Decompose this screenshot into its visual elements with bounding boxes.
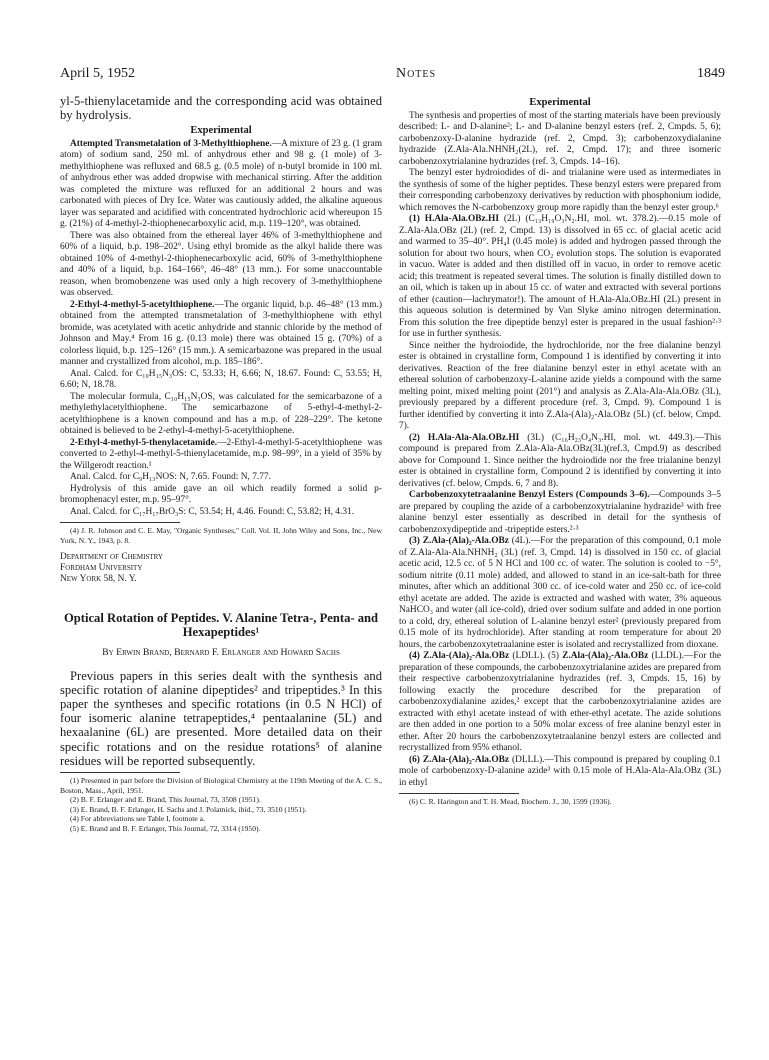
paragraph-tetraalanine-esters: Carbobenzoxytetraalanine Benzyl Esters (Compounds 3–6).—Compounds 3–5 are prepared by coupling the azide of a carbobenzoxytrialanine hydrazide³ with free alanine benzyl ester essentially as described in detail for the synthesis of carbobenzoxydipeptide and -tripeptide esters.²·³ <box>399 490 721 535</box>
run-head: 2-Ethyl-4-methyl-5-thenylacetamide. <box>70 437 218 448</box>
footnote-rule <box>60 522 180 523</box>
paragraph-acetylthiophene: 2-Ethyl-4-methyl-5-acetylthiophene.—The organic liquid, b.p. 46–48° (13 mm.) obtained from the attempted transmetalation of 3-methylthiophene with ethyl bromide, was acetylated with acetic anhydride and stannic chloride by the method of Johnson and May.⁴ From 16 g. (0.13 mole) there was obtained 15 g. (70%) of a colorless liquid, b.p. 125–126° (15 mm.). A semicarbazone was prepared in the usual manner and crystallized from alcohol, m.p. 185–186°. <box>60 299 382 368</box>
run-head: (6) Z.Ala-(Ala)₂-Ala.OBz <box>409 754 510 765</box>
header-page-number: 1849 <box>697 66 725 81</box>
footnote-rule <box>399 793 519 794</box>
footnote-2: (2) B. F. Erlanger and E. Brand, This Journal, 73, 3508 (1951). <box>70 795 261 805</box>
paragraph-thenylacetamide: 2-Ethyl-4-methyl-5-thenylacetamide.—2-Ethyl-4-methyl-5-acetylthiophene was converted to 2-ethyl-4-methyl-5-thienylacetamide, m.p. 98–99°, in a yield of 35% by the Willgerodt reaction.¹ <box>60 437 382 471</box>
paragraph-identification: Since neither the hydroiodide, the hydrochloride, nor the free dialanine benzyl ester is obtained in crystalline form, Compound 1 is identified by converting it into derivatives. Reaction of the free dialanine benzyl ester in ethyl acetate with an ethereal solution of carbobenzoxy-L-alanine azide yields a compound with the same melting point, mixed melting point (201°) and analysis as Z.Ala-Ala-Ala.OBz (3L), previously prepared by a different procedure (ref. 3, Cmpd. 9). Compound 1 is further identified by converting it into Z.Ala-(Ala)₂-Ala.OBz (5L) (cf. below, Cmpd. 7). <box>399 340 721 431</box>
run-head: (4) Z.Ala-(Ala)₂-Ala.OBz <box>409 651 510 661</box>
run-head: (2) H.Ala-Ala-Ala.OBz.HI <box>409 432 520 443</box>
lead-paragraph: Previous papers in this series dealt with the synthesis and specific rotation of alanine dipeptides² and tripeptides.³ In this paper the syntheses and specific rotations (in 0.5 N HCl) of four isomeric alanine tetrapeptides,⁴ pentaalanine (5L) and hexaalanine (6L) are presented. More detailed data on their specific rotations and on the residue rotations⁵ of alanine residues will be reported subsequently. <box>60 668 382 768</box>
article-authors: By Erwin Brand, Bernard F. Erlanger and Howard Sachs <box>102 646 340 658</box>
address-block <box>60 552 382 585</box>
header-date: April 5, 1952 <box>60 66 136 81</box>
intro-line: yl-5-thienylacetamide and the corresponding acid was obtained by hydrolysis. <box>60 94 382 123</box>
footnote-6: (6) C. R. Harington and T. H. Mead, Biochem. J., 30, 1599 (1936). <box>409 797 612 806</box>
run-head: (1) H.Ala-Ala.OBz.HI <box>409 214 499 224</box>
footnote-3: (3) E. Brand, B. F. Erlanger, H. Sachs and J. Polatnick, ibid., 73, 3510 (1951). <box>70 804 307 814</box>
run-head: 2-Ethyl-4-methyl-5-acetylthiophene. <box>70 299 215 310</box>
article-title: Optical Rotation of Peptides. V. Alanine Tetra-, Penta- and Hexapeptides¹ <box>63 610 379 639</box>
article-lead <box>60 669 382 768</box>
run-head: Z.Ala-(Ala)₂-Ala.OBz <box>562 651 649 661</box>
intro-continuation <box>60 94 382 122</box>
running-header <box>60 66 725 84</box>
footnote-4: (4) J. R. Johnson and C. E. May, "Organic Syntheses," Coll. Vol. II, John Wiley and Sons, Inc., New York, N. Y., 1943, p. 8. <box>60 526 382 545</box>
left-column <box>60 94 382 834</box>
paragraph-compound-2: (2) H.Ala-Ala-Ala.OBz.HI (3L) (C₁₆H₂₃O₄N₃.HI, mol. wt. 449.3).—This compound is prepared from Z.Ala-Ala-Ala.OBz(3L)(ref.3, Cmpd.9) as described above for Compound 1. Since neither the hydroiodide nor the free trialanine benzyl ester is obtained in crystalline form, Compound 2 is identified by converting it into derivatives (cf. below, Cmpds. 6, 7 and 8). <box>399 432 721 489</box>
address-line: New York 58, N. Y. <box>60 573 137 584</box>
footnote-5: (5) E. Brand and B. F. Erlanger, This Journal, 72, 3314 (1950). <box>70 823 261 833</box>
paragraph-ethereal-layer: There was also obtained from the ethereal layer 46% of 3-methylthiophene and 60% of a liquid, b.p. 198–202°. Using ethyl bromide as the alkyl halide there was obtained 10% of 4-methyl-2-thiophenecarboxylic acid, 60% of 3-methylthiophene and 40% of a liquid, b.p. 164–166°, 46–48° (13 mm.). For some unaccountable reason, when bromobenzene was used only a high recovery of 3-methylthiophene was observed. <box>60 230 382 299</box>
paragraph-compound-6: (6) Z.Ala-(Ala)₂-Ala.OBz (DLLL).—This compound is prepared by coupling 0.1 mole of carbobenzoxy-D-alanine azide³ with 0.15 mole of H.Ala-Ala-Ala.OBz (3L) in ethyl <box>399 754 721 788</box>
run-head: (3) Z.Ala-(Ala)₂-Ala.OBz <box>409 536 509 546</box>
paragraph-analysis-2: Anal. Calcd. for C₉H₁₃NOS: N, 7.65. Found: N, 7.77. <box>70 472 271 483</box>
run-head: Carbobenzoxytetraalanine Benzyl Esters (Compounds 3–6). <box>409 490 650 500</box>
paragraph-benzyl-esters: The benzyl ester hydroiodides of di- and trialanine were used as intermediates in the synthesis of some of the higher peptides. These benzyl esters were prepared from their corresponding carbobenzoxy derivatives by reduction with phosphonium iodide, which removes the N-carbobenzoxy group more rapidly than the benzyl ester group.⁶ <box>399 168 721 213</box>
paragraph-compound-3: (3) Z.Ala-(Ala)₂-Ala.OBz (4L).—For the preparation of this compound, 0.1 mole of Z.Ala-Ala-Ala.NHNH₂ (3L) (ref. 3, Cmpd. 14) is dissolved in 150 cc. of glacial acetic acid, 12.5 cc. of 5 N HCl and 100 cc. of water. The solution is cooled to −5°, sodium nitrite (0.11 mole) added, and allowed to stand in an ice-salt-bath for three minutes, after which an additional 300 cc. of ice-cold water and 250 cc. of ice-cold ethyl acetate are added. The azide is extracted and washed with water, 3% aqueous NaHCO₃ and water (all ice-cold), dried over sodium sulfate and added in one portion to a cold, dry, ethereal solution of L-alanine benzyl ester² (previously prepared from 0.15 mole of its hydrochloride). After standing at room temperature for about 20 hours, the carbobenzoxytetraalanine ester is isolated and recrystallized from dioxane. <box>399 536 721 650</box>
paragraph-starting-materials: The synthesis and properties of most of the starting materials have been previously described: L- and D-alanine²; L- and D-alanine benzyl esters (ref. 2, Cmpds. 5, 6); carbobenzoxy-D-alanine hydrazide (ref. 2, Cmpd. 3); carbobenzoxydialanine hydrazide (Z.Ala-Ala.NHNH₂(2L), ref. 2, Cmpd. 17); and three isomeric carbobenzoxytrialanine hydrazides (ref. 3, Cmpds. 14–16). <box>399 110 721 167</box>
header-section: Notes <box>395 66 437 81</box>
paragraph-molecular-formula: The molecular formula, C₁₀H₁₅N₃OS, was calculated for the semicarbazone of a methylethylacetylthiophene. The semicarbazone of 5-ethyl-4-methyl-2-acetylthiophene is a known compound and has a m.p. of 228–229°. The ketone obtained is believed to be 2-ethyl-4-methyl-5-acetylthiophene. <box>60 391 382 437</box>
paragraph-analysis-1: Anal. Calcd. for C₁₀H₁₅N₃OS: C, 53.33; H, 6.66; N, 18.67. Found: C, 53.55; H, 6.60; N, 18.78. <box>60 368 382 391</box>
paragraph-hydrolysis: Hydrolysis of this amide gave an oil which readily formed a solid p-bromophenacyl ester, m.p. 95–97°. <box>60 483 382 506</box>
address-line: Department of Chemistry <box>60 551 163 562</box>
paragraph-transmetalation: Attempted Transmetalation of 3-Methylthiophene.—A mixture of 23 g. (1 gram atom) of sodium sand, 250 ml. of anhydrous ether and 98 g. (1 mole) of 3-methylthiophene was refluxed and 68.5 g. (0.5 mole) of n-butyl bromide in 100 ml. of anhydrous ether was added dropwise with mechanical stirring. After the addition was completed the mixture was refluxed for an additional 2 hours and was carbonated with pieces of Dry Ice. Water was cautiously added, the alkaline aqueous layer was separated and acidified with concentrated hydrochloric acid whereupon 15 g. (21%) of 4-methyl-2-thiophenecarboxylic acid, m.p. 119–120°, was obtained. <box>60 138 382 230</box>
address-line: Fordham University <box>60 562 143 573</box>
paragraph-compound-1: (1) H.Ala-Ala.OBz.HI (2L) (C₁₃H₁₉O₃N₂.HI, mol. wt. 378.2).—0.15 mole of Z.Ala-Ala.OBz (2L) (ref. 2, Cmpd. 13) is dissolved in 65 cc. of glacial acetic acid and warmed to 35–40°. PH₄I (0.45 mole) is added and hydrogen passed through the solution for about two hours, when CO₂ evolution stops. The solution is evaporated in vacuo. Water is added and then distilled off in vacuo, in order to remove acetic acid; this treatment is repeated several times. The solution is finally distilled down to an oil, which is taken up in about 15 cc. of water and extracted with several portions of ether (caution—lachrymator!). The amount of H.Ala-Ala.OBz.HI (2L) present in this aqueous solution is determined by Van Slyke amino nitrogen determination. From this solution the free dipeptide benzyl ester is prepared in the usual fashion²·³ for use in further synthesis. <box>399 214 721 339</box>
experimental-heading-right: Experimental <box>529 97 591 108</box>
paragraph-compounds-4-5: (4) Z.Ala-(Ala)₂-Ala.OBz (LDLL). (5) Z.Ala-(Ala)₂-Ala.OBz (LLDL).—For the preparation of these compounds, the carbobenzoxytrialanine azides are prepared from their respective carbobenzoxytrialanine hydrazides (ref. 3, Cmpds. 15, 16) by following exactly the procedure described for the preparation of carbobenzoxydialanine azides,² except that the carbobenzoxytrialanine azides are extracted with ethyl acetate instead of with ether-ethyl acetate. The azide solutions are then added in one portion to a 50% molar excess of free alanine benzyl ester in ether. After 20 hours the carbobenzoxytetraalanine benzyl esters are collected and recrystallized from 95% ethanol. <box>399 651 721 753</box>
run-head: Attempted Transmetalation of 3-Methylthiophene. <box>70 138 272 149</box>
experimental-heading-left: Experimental <box>190 125 252 137</box>
footnote-rule <box>60 772 180 773</box>
right-column <box>399 94 721 807</box>
footnote-1: (1) Presented in part before the Division of Biological Chemistry at the 119th Meeting of the A. C. S., Boston, Mass., April, 1951. <box>60 776 382 795</box>
footnote-4b: (4) For abbreviations see Table I, footnote a. <box>70 814 205 824</box>
paragraph-analysis-3: Anal. Calcd. for C₁₇H₁₇BrO₃S: C, 53.54; H, 4.46. Found: C, 53.82; H, 4.31. <box>70 506 355 517</box>
